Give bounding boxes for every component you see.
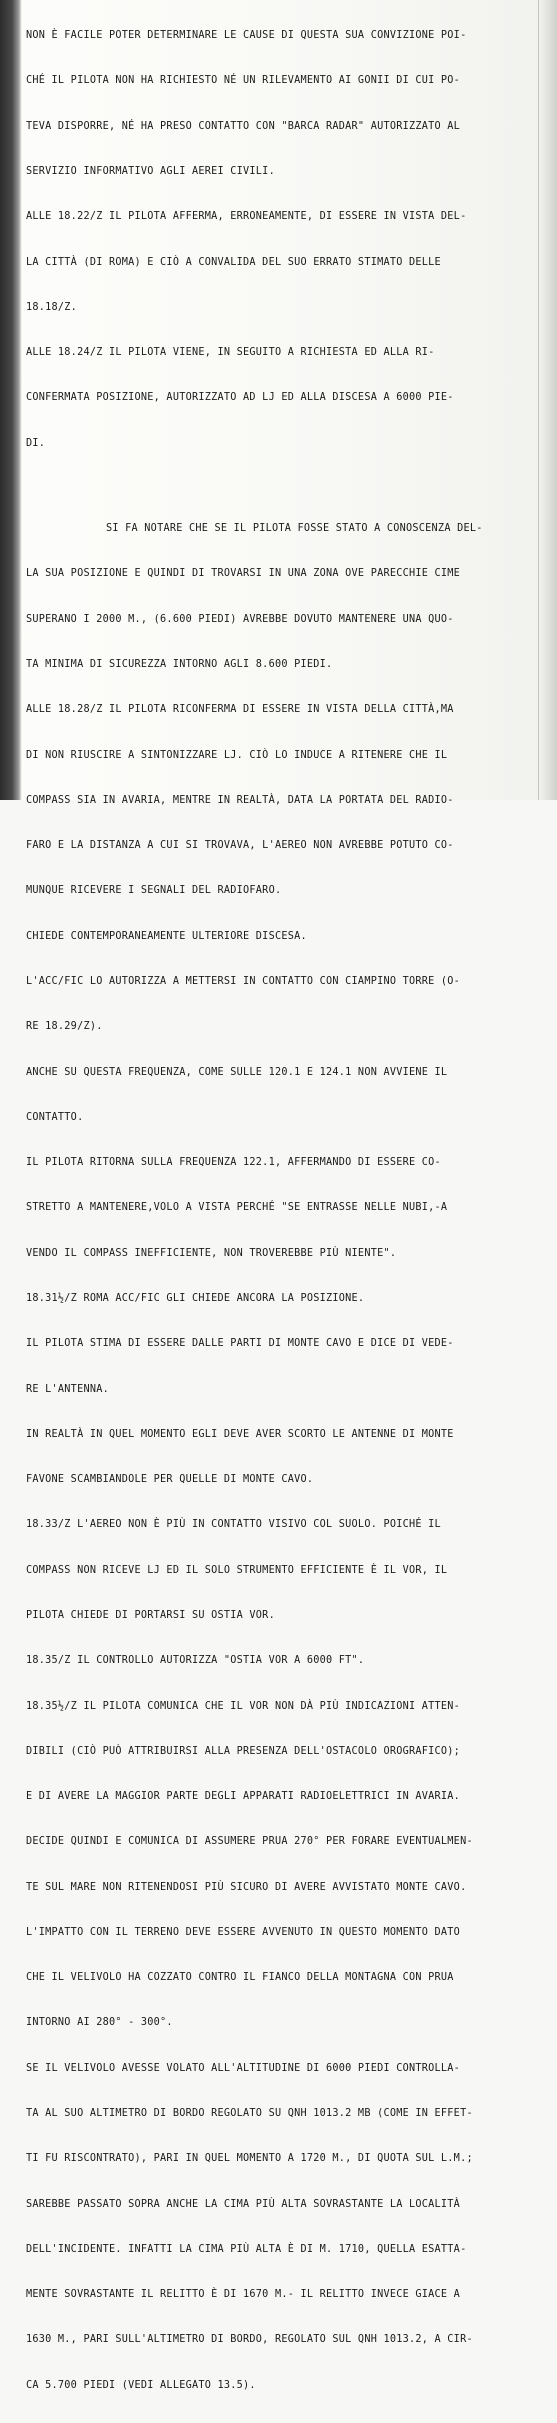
text-line: TI FU RISCONTRATO), PARI IN QUEL MOMENTO A 1720 M., DI QUOTA SUL L.M.; xyxy=(26,2153,473,2165)
text-line: ALLE 18.24/Z IL PILOTA VIENE, IN SEGUITO A RICHIESTA ED ALLA RI- xyxy=(26,347,435,359)
text-line: RE 18.29/Z). xyxy=(26,1021,103,1033)
text-line: ALLE 18.28/Z IL PILOTA RICONFERMA DI ESSERE IN VISTA DELLA CITTÀ,MA xyxy=(26,704,454,716)
text-line: IL PILOTA STIMA DI ESSERE DALLE PARTI DI MONTE CAVO E DICE DI VEDE- xyxy=(26,1338,454,1350)
text-line: FARO E LA DISTANZA A CUI SI TROVAVA, L'AEREO NON AVREBBE POTUTO CO- xyxy=(26,840,454,852)
text-line: CA 5.700 PIEDI (VEDI ALLEGATO 13.5). xyxy=(26,2379,256,2391)
text-line: IL PILOTA RITORNA SULLA FREQUENZA 122.1, AFFERMANDO DI ESSERE CO- xyxy=(26,1157,441,1169)
text-line: SE IL VELIVOLO AVESSE VOLATO ALL'ALTITUDINE DI 6000 PIEDI CONTROLLA- xyxy=(26,2062,461,2074)
text-line: LA SUA POSIZIONE E QUINDI DI TROVARSI IN UNA ZONA OVE PARECCHIE CIME xyxy=(26,568,461,580)
text-line: SAREBBE PASSATO SOPRA ANCHE LA CIMA PIÙ ALTA SOVRASTANTE LA LOCALITÀ xyxy=(26,2198,461,2210)
text-line: DI. xyxy=(26,437,46,449)
text-line: VENDO IL COMPASS INEFFICIENTE, NON TROVEREBBE PIÙ NIENTE". xyxy=(26,1247,397,1259)
text-line: CHE IL VELIVOLO HA COZZATO CONTRO IL FIANCO DELLA MONTAGNA CON PRUA xyxy=(26,1972,454,1984)
text-line: LA CITTÀ (DI ROMA) E CIÒ A CONVALIDA DEL SUO ERRATO STIMATO DELLE xyxy=(26,256,441,268)
text-line: 18.35½/Z IL PILOTA COMUNICA CHE IL VOR NON DÀ PIÙ INDICAZIONI ATTEN- xyxy=(26,1700,461,1712)
text-line: 18.31½/Z ROMA ACC/FIC GLI CHIEDE ANCORA LA POSIZIONE. xyxy=(26,1292,365,1304)
text-line: 1630 M., PARI SULL'ALTIMETRO DI BORDO, REGOLATO SUL QNH 1013.2, A CIR- xyxy=(26,2334,473,2346)
text-line: CONTATTO. xyxy=(26,1111,84,1123)
text-line: NON È FACILE POTER DETERMINARE LE CAUSE DI QUESTA SUA CONVIZIONE POI- xyxy=(26,30,467,42)
text-line: SERVIZIO INFORMATIVO AGLI AEREI CIVILI. xyxy=(26,166,275,178)
text-line: ALLE 18.22/Z IL PILOTA AFFERMA, ERRONEAMENTE, DI ESSERE IN VISTA DEL- xyxy=(26,211,467,223)
text-line: L'IMPATTO CON IL TERRENO DEVE ESSERE AVVENUTO IN QUESTO MOMENTO DATO xyxy=(26,1926,461,1938)
text-line: TEVA DISPORRE, NÉ HA PRESO CONTATTO CON "BARCA RADAR" AUTORIZZATO AL xyxy=(26,120,461,132)
text-line: L'ACC/FIC LO AUTORIZZA A METTERSI IN CONTATTO CON CIAMPINO TORRE (O- xyxy=(26,976,461,987)
text-line: SUPERANO I 2000 M., (6.600 PIEDI) AVREBBE DOVUTO MANTENERE UNA QUO- xyxy=(26,613,454,625)
text-line: COMPASS SIA IN AVARIA, MENTRE IN REALTÀ, DATA LA PORTATA DEL RADIO- xyxy=(26,794,454,806)
binding-shadow xyxy=(0,0,22,800)
paragraph-gap xyxy=(26,481,538,491)
text-line: CHIEDE CONTEMPORANEAMENTE ULTERIORE DISCESA. xyxy=(26,930,307,942)
text-line: 18.33/Z L'AEREO NON È PIÙ IN CONTATTO VISIVO COL SUOLO. POICHÉ IL xyxy=(26,1519,441,1531)
text-line: DECIDE QUINDI E COMUNICA DI ASSUMERE PRUA 270° PER FORARE EVENTUALMEN- xyxy=(26,1836,473,1848)
text-line: SI FA NOTARE CHE SE IL PILOTA FOSSE STATO A CONOSCENZA DEL- xyxy=(106,523,483,535)
text-line: DI NON RIUSCIRE A SINTONIZZARE LJ. CIÒ LO INDUCE A RITENERE CHE IL xyxy=(26,749,448,761)
text-line: PILOTA CHIEDE DI PORTARSI SU OSTIA VOR. xyxy=(26,1609,275,1621)
text-line: MUNQUE RICEVERE I SEGNALI DEL RADIOFARO. xyxy=(26,885,282,897)
text-line: TA MINIMA DI SICUREZZA INTORNO AGLI 8.600 PIEDI. xyxy=(26,659,333,671)
text-line: FAVONE SCAMBIANDOLE PER QUELLE DI MONTE CAVO. xyxy=(26,1474,314,1486)
text-line: STRETTO A MANTENERE,VOLO A VISTA PERCHÉ "SE ENTRASSE NELLE NUBI,-A xyxy=(26,1202,448,1214)
text-line: COMPASS NON RICEVE LJ ED IL SOLO STRUMENTO EFFICIENTE È IL VOR, IL xyxy=(26,1564,448,1576)
text-line: CONFERMATA POSIZIONE, AUTORIZZATO AD LJ ED ALLA DISCESA A 6000 PIE- xyxy=(26,392,454,404)
text-line: IN REALTÀ IN QUEL MOMENTO EGLI DEVE AVER SCORTO LE ANTENNE DI MONTE xyxy=(26,1428,454,1440)
text-line: TE SUL MARE NON RITENENDOSI PIÙ SICURO DI AVERE AVVISTATO MONTE CAVO. xyxy=(26,1881,467,1893)
page-edge xyxy=(538,0,557,800)
text-line: INTORNO AI 280° - 300°. xyxy=(26,2017,173,2029)
text-line: DIBILI (CIÒ PUÒ ATTRIBUIRSI ALLA PRESENZA DELL'OSTACOLO OROGRAFICO); xyxy=(26,1745,461,1757)
text-line: 18.18/Z. xyxy=(26,301,78,313)
text-line: 18.35/Z IL CONTROLLO AUTORIZZA "OSTIA VOR A 6000 FT". xyxy=(26,1655,365,1667)
text-line: CHÉ IL PILOTA NON HA RICHIESTO NÉ UN RILEVAMENTO AI GONII DI CUI PO- xyxy=(26,75,461,87)
text-line: DELL'INCIDENTE. INFATTI LA CIMA PIÙ ALTA È DI M. 1710, QUELLA ESATTA- xyxy=(26,2243,467,2255)
text-line: MENTE SOVRASTANTE IL RELITTO È DI 1670 M.- IL RELITTO INVECE GIACE A xyxy=(26,2289,461,2301)
text-line: RE L'ANTENNA. xyxy=(26,1383,109,1395)
document-body xyxy=(26,0,538,2423)
text-line: TA AL SUO ALTIMETRO DI BORDO REGOLATO SU QNH 1013.2 MB (COME IN EFFET- xyxy=(26,2108,473,2120)
text-line: E DI AVERE LA MAGGIOR PARTE DEGLI APPARATI RADIOELETTRICI IN AVARIA. xyxy=(26,1791,461,1803)
text-line: ANCHE SU QUESTA FREQUENZA, COME SULLE 120.1 E 124.1 NON AVVIENE IL xyxy=(26,1066,448,1078)
